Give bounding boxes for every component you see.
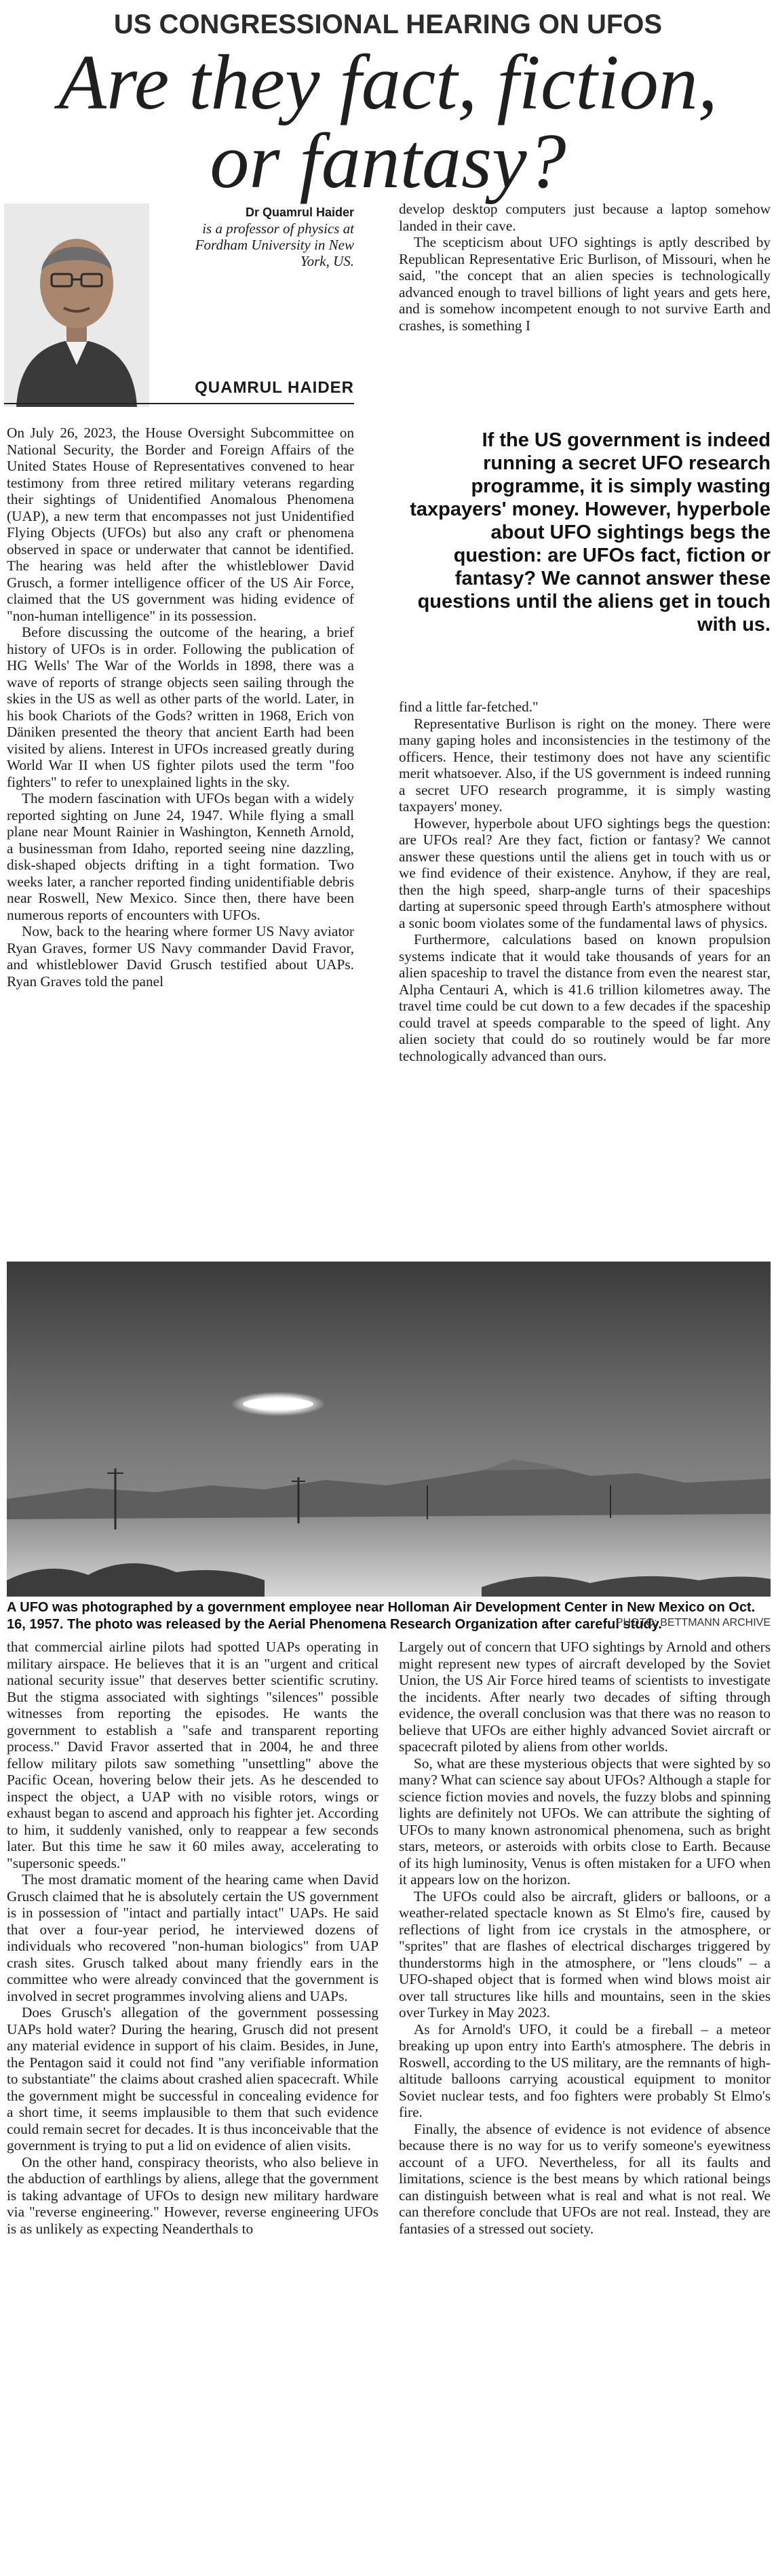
article-column-a bbox=[7, 425, 354, 990]
headline-line-2: or fantasy? bbox=[210, 118, 566, 205]
ufo-landscape-illustration bbox=[7, 1262, 771, 1597]
pull-quote: If the US government is indeed running a secret UFO research programme, it is simply wasting taxpayers' money. However, hyperbole about UFO sightings begs the question: are UFOs fact, fiction or fantasy? We cannot answer these questions until the aliens get in touch with us. bbox=[410, 429, 771, 636]
paragraph: develop desktop computers just because a laptop somehow landed in their cave. bbox=[399, 201, 771, 234]
paragraph: Before discussing the outcome of the hearing, a brief history of UFOs is in order. Following the publication of HG Wells' The War of the Worlds in 1898, there was a wave of reports of strange objects seen sailing through the skies in the US as well as other parts of the world. Later, in his book Chariots of the Gods? written in 1968, Erich von Däniken presented the theory that ancient Earth had been visited by aliens. Interest in UFOs increased greatly during World War II when US fighter pilots used the term "foo fighters" to refer to unexplained lights in the sky. bbox=[7, 624, 354, 790]
paragraph: Largely out of concern that UFO sightings by Arnold and others might represent new types of aircraft developed by the Soviet Union, the US Air Force hired teams of scientists to investigate the incidents. After nearly two decades of sifting through evidence, the overall conclusion was that there was no reason to believe that UFOs are either highly advanced Soviet aircraft or spacecraft piloted by aliens from other worlds. bbox=[399, 1639, 771, 1755]
author-name: Dr Quamrul Haider bbox=[245, 206, 354, 219]
paragraph: On July 26, 2023, the House Oversight Subcommittee on National Security, the Border and Foreign Affairs of the United States House of Representatives convened to hear testimony from three retired military veterans regarding their sightings of Unidentified Anomalous Phenomena (UAP), a new term that encompasses not just Unidentified Flying Objects (UFOs) but also any craft or phenomena observed in space or underwater that cannot be identified. The hearing was held after the whistleblower David Grusch, a former intelligence officer of the US Air Force, claimed that the US government was hiding evidence of "non-human intelligence" in its possession. bbox=[7, 425, 354, 624]
paragraph: that commercial airline pilots had spotted UAPs operating in military airspace. He believes that it is an "urgent and critical national security issue" that deserves better scientific scrutiny. But the stigma associated with sightings "silences" possible witnesses from reporting the episodes. He wants the government to establish a "safe and transparent reporting process." David Fravor asserted that in 2004, he and three fellow military pilots saw something "unsettling" above the Pacific Ocean, hovering below their jets. As he descended to inspect the object, a UAP with no visible rotors, wings or exhaust began to ascend and approach his fighter jet. According to him, it suddenly vanished, only to reappear a few seconds later. But this time he saw it 60 miles away, accelerating to "supersonic speeds." bbox=[7, 1639, 379, 1871]
paragraph: The UFOs could also be aircraft, gliders or balloons, or a weather-related spectacle known as St Elmo's fire, caused by reflections of light from ice crystals in the atmosphere, or "sprites" that are flashes of electrical discharges triggered by thunderstorms high in the atmosphere, or "lens clouds" – a UFO-shaped object that is formed when wind blows moist air over tall structures like hills and mountains, seen in the skies over Turkey in May 2023. bbox=[399, 1888, 771, 2021]
author-photo bbox=[4, 203, 149, 407]
kicker: US CONGRESSIONAL HEARING ON UFOS bbox=[113, 9, 663, 39]
paragraph: Does Grusch's allegation of the government possessing UAPs hold water? During the hearing, Grusch did not present any material evidence in support of his claim. Besides, in June, the Pentagon said it could not find "any verifiable information to substantiate" the claims about crashed alien spacecraft. While the government might be successful in concealing evidence for a short time, it seems implausible to them that such evidence could remain secret for decades. It is thus inconceivable that the government is trying to put a lid on evidence of alien visits. bbox=[7, 2004, 379, 2153]
byline-divider bbox=[4, 403, 354, 404]
paragraph: However, hyperbole about UFO sightings begs the question: are UFOs real? Are they fact, fiction or fantasy? We cannot answer these questions until the aliens get in touch with us or we find evidence of their existence. Anyhow, if they are real, then the high speed, sharp-angle turns of their spaceships darting at supersonic speed through Earth's atmosphere without a sonic boom violates some of the fundamental laws of physics. bbox=[399, 815, 771, 931]
paragraph: The most dramatic moment of the hearing came when David Grusch claimed that he is absolutely certain the US government is in possession of "intact and partially intact" UAPs. He said that over a four-year period, he interviewed dozens of individuals who recovered "non-human biologics" from UAP crash sites. Grusch talked about many friendly ears in the committee who were already convinced that the government is involved in secret programmes involving aliens and UAPs. bbox=[7, 1871, 379, 2004]
paragraph: find a little far-fetched." bbox=[399, 699, 539, 715]
photo-credit: PHOTO: BETTMANN ARCHIVE bbox=[615, 1617, 771, 1628]
paragraph: Furthermore, calculations based on known propulsion systems indicate that it would take thousands of years for an alien spaceship to travel the distance from even the nearest star, Alpha Centauri A, which is 41.6 trillion kilometres away. The travel time could be cut down to a few decades if the spaceship could travel at speeds comparable to the speed of light. Any alien society that could do so routinely would be far more technologically advanced than ours. bbox=[399, 931, 771, 1064]
paragraph: As for Arnold's UFO, it could be a fireball – a meteor breaking up upon entry into Earth's atmosphere. The debris in Roswell, according to the US military, are the remnants of high-altitude balloons carrying acoustical equipment to monitor Soviet nuclear tests, and foo fighters were probably St Elmo's fire. bbox=[399, 2021, 771, 2120]
headline-line-1: Are they fact, fiction, bbox=[58, 39, 718, 126]
paragraph: The scepticism about UFO sightings is aptly described by Republican Representative Eric Burlison, of Missouri, when he said, "the concept that an alien species is technologically advanced enough to travel billions of light years and gets here, and is somehow incompetent enough to not survive Earth and crashes, is something I bbox=[399, 234, 771, 334]
article-column-d bbox=[399, 1639, 771, 2237]
author-bio bbox=[178, 203, 354, 269]
paragraph: Now, back to the hearing where former US Navy aviator Ryan Graves, former US Navy commander David Fravor, and whistleblower David Grusch testified about UAPs. Ryan Graves told the panel bbox=[7, 923, 354, 990]
ufo-photo bbox=[7, 1262, 771, 1597]
article-column-c bbox=[7, 1639, 379, 2237]
paragraph: The modern fascination with UFOs began with a widely reported sighting on June 24, 1947. While flying a small plane near Mount Rainier in Washington, Kenneth Arnold, a businessman from Idaho, reported seeing nine dazzling, disk-shaped objects drifting in a tight formation. Two weeks later, a rancher reported finding unidentifiable debris near Roswell, New Mexico. Since then, there have been numerous reports of encounters with UFOs. bbox=[7, 790, 354, 923]
article-column-b-top bbox=[399, 201, 771, 334]
paragraph: Finally, the absence of evidence is not evidence of absence because there is no way for us to verify someone's eyewitness account of a UFO. Nevertheless, for all its faults and limitations, science is the best means by which rational beings can distinguish between what is real and what is not real. We can therefore conclude that UFOs are not real. Instead, they are fantasies of a stressed out society. bbox=[399, 2120, 771, 2237]
byline: QUAMRUL HAIDER bbox=[195, 378, 354, 397]
author-portrait-illustration bbox=[4, 203, 149, 407]
author-description: is a professor of physics at Fordham University in New York, US. bbox=[195, 220, 354, 269]
photo-caption: A UFO was photographed by a government employee near Holloman Air Development Center in New Mexico on Oct. 16, 1957. The photo was released by the Aerial Phenomena Research Organization after careful study. bbox=[7, 1600, 756, 1632]
headline bbox=[27, 39, 749, 205]
paragraph: Representative Burlison is right on the money. There were many gaping holes and inconsistencies in the testimony of the officers. Hence, their testimony does not have any scientific merit whatsoever. Also, if the US government is indeed running a secret UFO research programme, it is simply wasting taxpayers' money. bbox=[399, 715, 771, 815]
article-column-b bbox=[399, 699, 771, 1064]
paragraph: On the other hand, conspiracy theorists, who also believe in the abduction of earthlings by aliens, allege that the government is taking advantage of UFOs to design new military hardware via "reverse engineering." However, reverse engineering UFOs is as unlikely as expecting Neanderthals to bbox=[7, 2153, 379, 2237]
paragraph: So, what are these mysterious objects that were sighted by so many? What can science say about UFOs? Although a staple for science fiction movies and novels, the fuzzy blobs and spinning lights are definitely not UFOs. We can attribute the sighting of UFOs to many known astronomical phenomena, such as bright stars, meteors, or asteroids with orbits close to Earth. Because of its high luminosity, Venus is often mistaken for a UFO when it appears low on the horizon. bbox=[399, 1755, 771, 1888]
